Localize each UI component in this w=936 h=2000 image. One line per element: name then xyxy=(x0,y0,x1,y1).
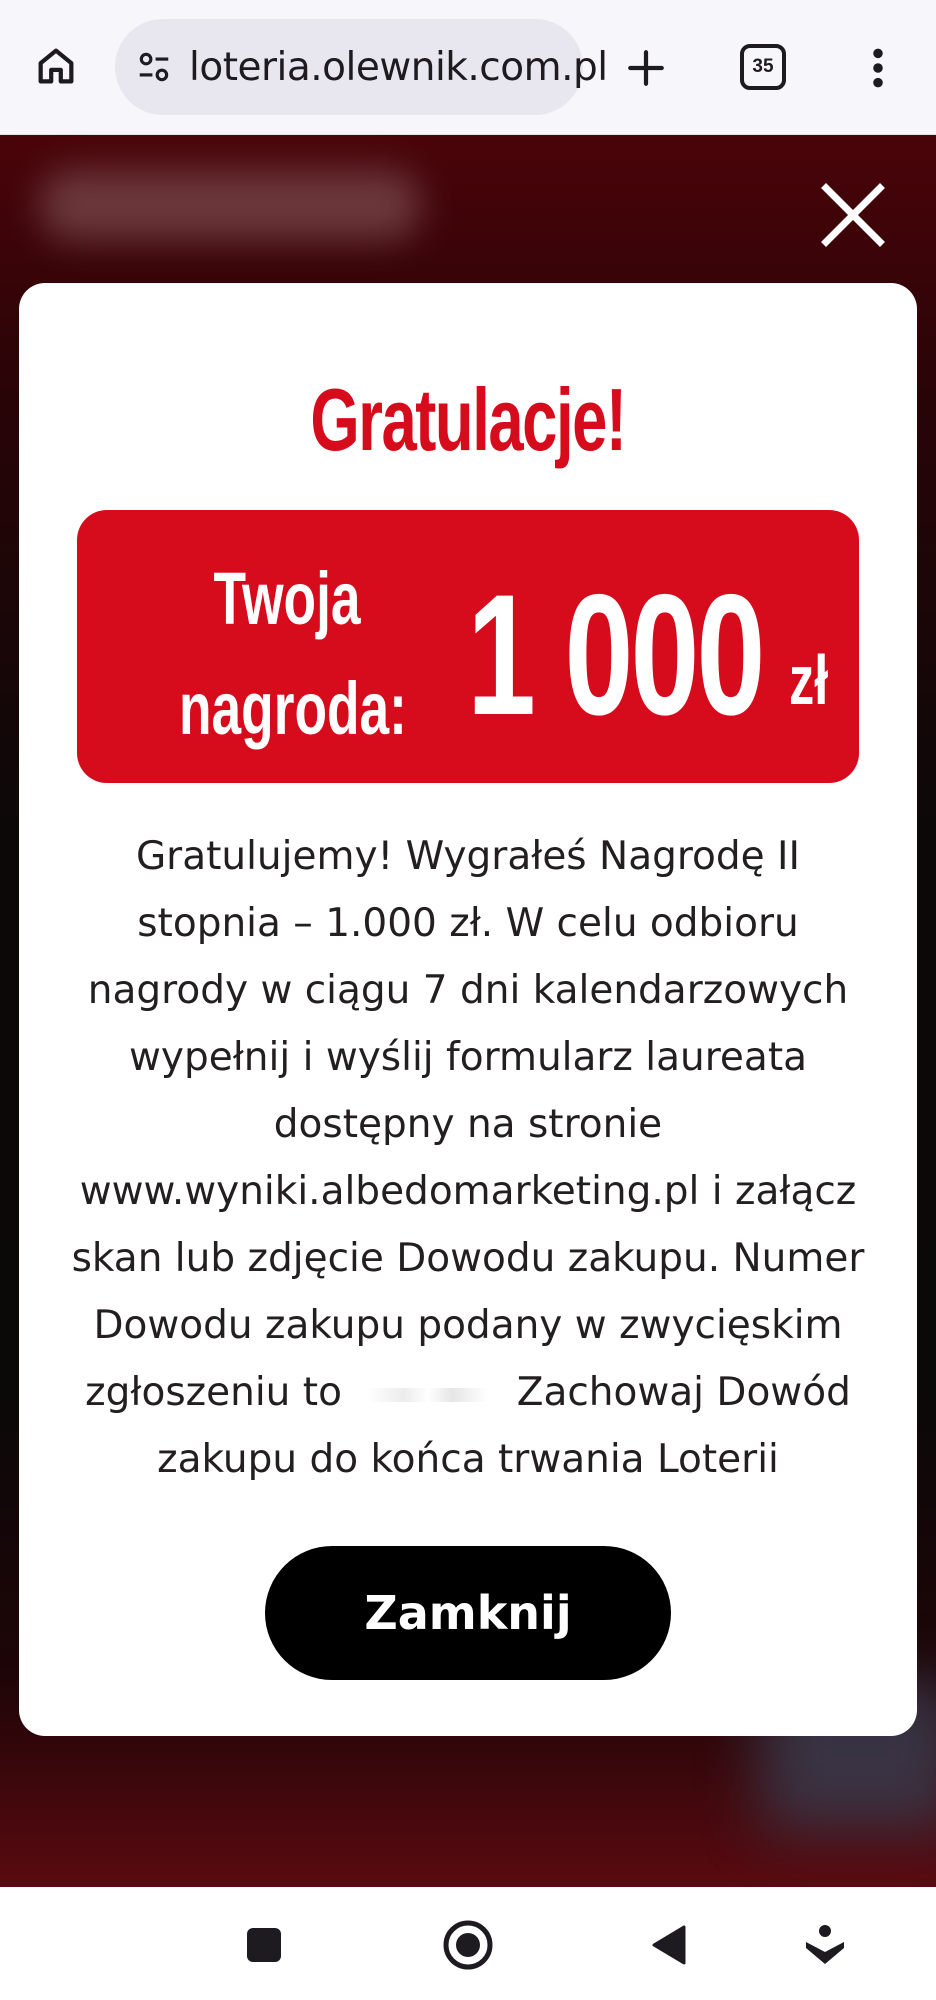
system-nav-bar xyxy=(0,1887,936,2000)
message-line: www.wyniki.albedomarketing.pl i załącz xyxy=(79,1169,857,1214)
tab-switcher-button[interactable]: 35 xyxy=(740,44,786,90)
message-line xyxy=(59,1359,877,1426)
triangle-back-icon xyxy=(650,1924,690,1966)
address-bar[interactable] xyxy=(115,19,608,115)
close-icon[interactable] xyxy=(818,180,888,250)
prize-currency: zł xyxy=(789,641,829,719)
prize-label-line1: Twoja xyxy=(213,557,361,640)
close-button[interactable]: Zamknij xyxy=(265,1546,671,1680)
message-line9-start: zgłoszeniu to xyxy=(85,1370,342,1415)
message-line: skan lub zdjęcie Dowodu zakupu. Numer xyxy=(71,1236,865,1281)
more-vert-icon xyxy=(871,46,885,90)
prize-modal xyxy=(19,283,917,1736)
message-line9-end: Zachowaj Dowód xyxy=(516,1370,851,1415)
prize-label-line2: nagroda: xyxy=(179,667,407,750)
prize-label xyxy=(179,544,407,764)
url-text: loteria.olewnik.com.pl xyxy=(189,44,608,90)
modal-message xyxy=(59,823,877,1493)
square-icon xyxy=(245,1926,283,1964)
message-line: stopnia – 1.000 zł. W celu odbioru xyxy=(137,901,799,946)
message-line: dostępny na stronie xyxy=(273,1102,663,1147)
plus-icon xyxy=(625,47,667,89)
browser-menu-button[interactable] xyxy=(854,40,902,96)
home-icon xyxy=(33,43,79,89)
prize-amount: 1 000 xyxy=(467,559,763,751)
assistant-button[interactable] xyxy=(795,1915,855,1975)
message-line: Dowodu zakupu podany w zwycięskim xyxy=(93,1303,843,1348)
message-line: zakupu do końca trwania Loterii xyxy=(157,1437,779,1482)
tune-icon xyxy=(135,48,173,86)
blurred-header-content xyxy=(40,170,420,240)
message-line: Gratulujemy! Wygrałeś Nagrodę II xyxy=(135,834,801,879)
message-line: nagrody w ciągu 7 dni kalendarzowych xyxy=(87,968,849,1013)
redacted-receipt-number xyxy=(354,1380,504,1410)
assistant-icon xyxy=(802,1922,848,1968)
prize-banner xyxy=(77,510,859,783)
message-line: wypełnij i wyślij formularz laureata xyxy=(128,1035,808,1080)
home-nav-button[interactable] xyxy=(438,1915,498,1975)
new-tab-button[interactable] xyxy=(618,40,674,96)
home-button[interactable] xyxy=(28,38,84,94)
back-button[interactable] xyxy=(640,1915,700,1975)
recents-button[interactable] xyxy=(234,1915,294,1975)
circle-icon xyxy=(442,1919,494,1971)
browser-toolbar xyxy=(0,0,936,135)
modal-title: Gratulacje! xyxy=(310,370,626,469)
site-info-button[interactable] xyxy=(135,47,173,87)
